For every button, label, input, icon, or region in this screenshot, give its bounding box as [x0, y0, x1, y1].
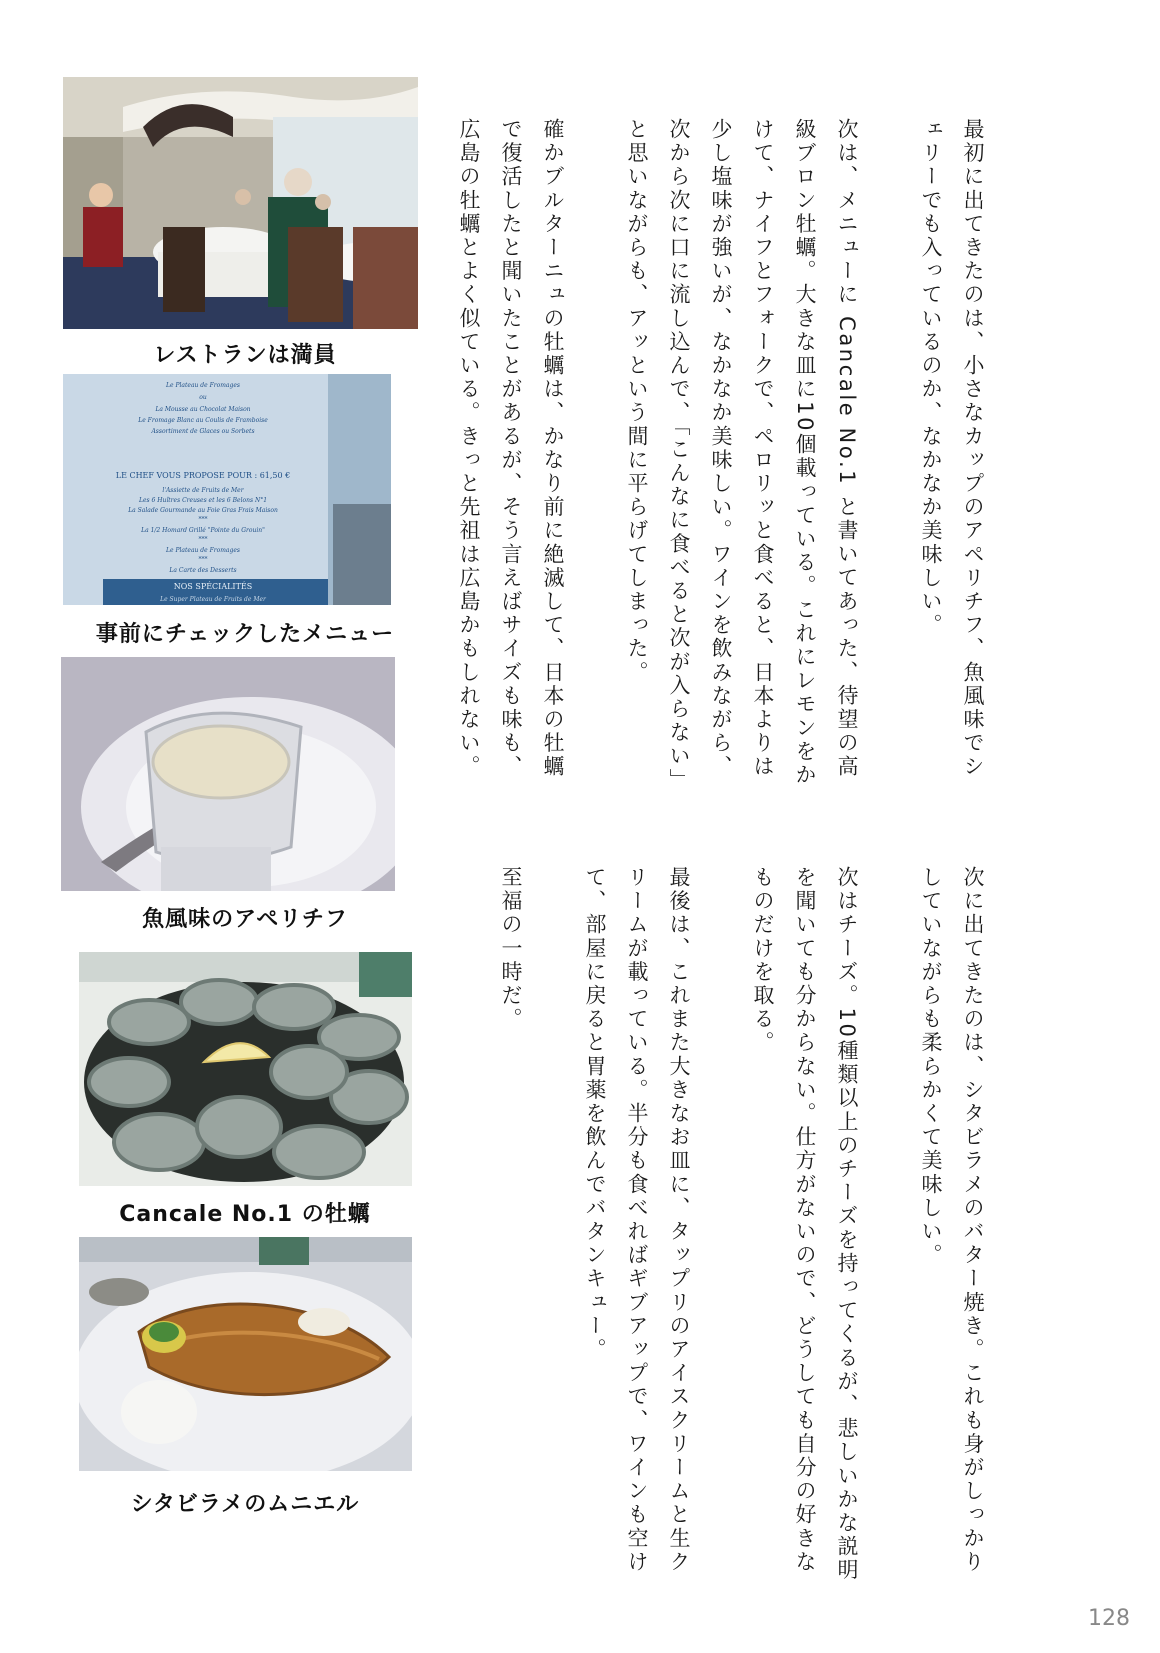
page-number: 128: [1088, 1606, 1130, 1631]
article-text-lower: [448, 866, 994, 1586]
restaurant-photo: [63, 77, 418, 329]
menu-photo: [63, 374, 391, 605]
photo-caption-aperitif: 魚風味のアペリチフ: [142, 907, 348, 932]
photo-caption-restaurant: レストランは満員: [153, 343, 337, 368]
menu-line: Le Super Plateau de Fruits de Mer: [160, 596, 266, 603]
menu-line: ***: [198, 536, 208, 543]
paragraph: 次に出てきたのは、シタビラメのバター焼き。これも身がしっかりしていながらも柔らかくて美味しい。: [919, 866, 985, 1574]
paragraph: 次はチーズ。10種類以上のチーズを持ってくるが、悲しいかな説明を聞いても分からない。仕方がないので、どうしても自分の好きなものだけを取る。: [751, 866, 859, 1583]
paragraph: 次は、メニューに Cancale No.1 と書いてあった、待望の高級ブロン牡蠣。大きな皿に10個載っている。これにレモンをかけて、ナイフとフォークで、ペロリッと食べると、日本よりは少し塩味が強いが、なかなか美味しい。ワインを飲みながら、次から次に口に流し込んで、「こんなに食べると次が入らない」と思いながらも、アッという間に平らげてしまった。: [625, 118, 859, 792]
menu-line: Le Plateau de Fromages: [166, 547, 240, 554]
menu-line: ***: [198, 556, 208, 563]
menu-line: ***: [198, 516, 208, 523]
photo-caption-oysters: Cancale No.1 の牡蠣: [119, 1202, 371, 1227]
article-text-upper: [406, 118, 994, 798]
menu-line: La Carte des Desserts: [169, 567, 237, 574]
paragraph: 最後は、これまた大きなお皿に、タップリのアイスクリームと生クリームが載っている。半分も食べればギブアップで、ワインも空けて、部屋に戻ると胃薬を飲んでバタンキュー。: [583, 866, 691, 1574]
menu-line: NOS SPÉCIALITÉS: [173, 582, 253, 591]
menu-line: l'Assiette de Fruits de Mer: [162, 487, 244, 494]
aperitif-photo: [61, 657, 395, 891]
menu-line: Les 6 Huîtres Creuses et les 6 Belons N°1: [138, 497, 268, 504]
menu-line: La 1/2 Homard Grillé "Pointe du Grouin": [141, 527, 265, 534]
menu-line: ou: [199, 394, 207, 401]
paragraph: 最初に出てきたのは、小さなカップのアペリチフ、魚風味でシェリーでも入っているのか、なかなか美味しい。: [919, 118, 985, 779]
paragraph: 確かブルターニュの牡蠣は、かなり前に絶滅して、日本の牡蠣で復活したと聞いたことがあるが、そう言えばサイズも味も、広島の牡蠣とよく似ている。きっと先祖は広島かもしれない。: [457, 118, 565, 779]
menu-line: LE CHEF VOUS PROPOSE POUR : 61,50 €: [115, 471, 291, 480]
photo-caption-menu: 事前にチェックしたメニュー: [95, 622, 395, 647]
menu-line: Le Plateau de Fromages: [166, 382, 240, 389]
menu-line: Le Fromage Blanc au Coulis de Framboise: [138, 417, 268, 424]
sole-photo: [79, 1237, 412, 1471]
oysters-photo: [79, 952, 412, 1186]
paragraph: 至福の一時だ。: [499, 866, 523, 1032]
menu-line: Assortiment de Glaces ou Sorbets: [151, 428, 255, 435]
menu-line: La Mousse au Chocolat Maison: [155, 406, 251, 413]
photo-caption-sole: シタビラメのムニエル: [130, 1492, 360, 1517]
menu-line: La Salade Gourmande au Foie Gras Frais Maison: [128, 507, 278, 514]
